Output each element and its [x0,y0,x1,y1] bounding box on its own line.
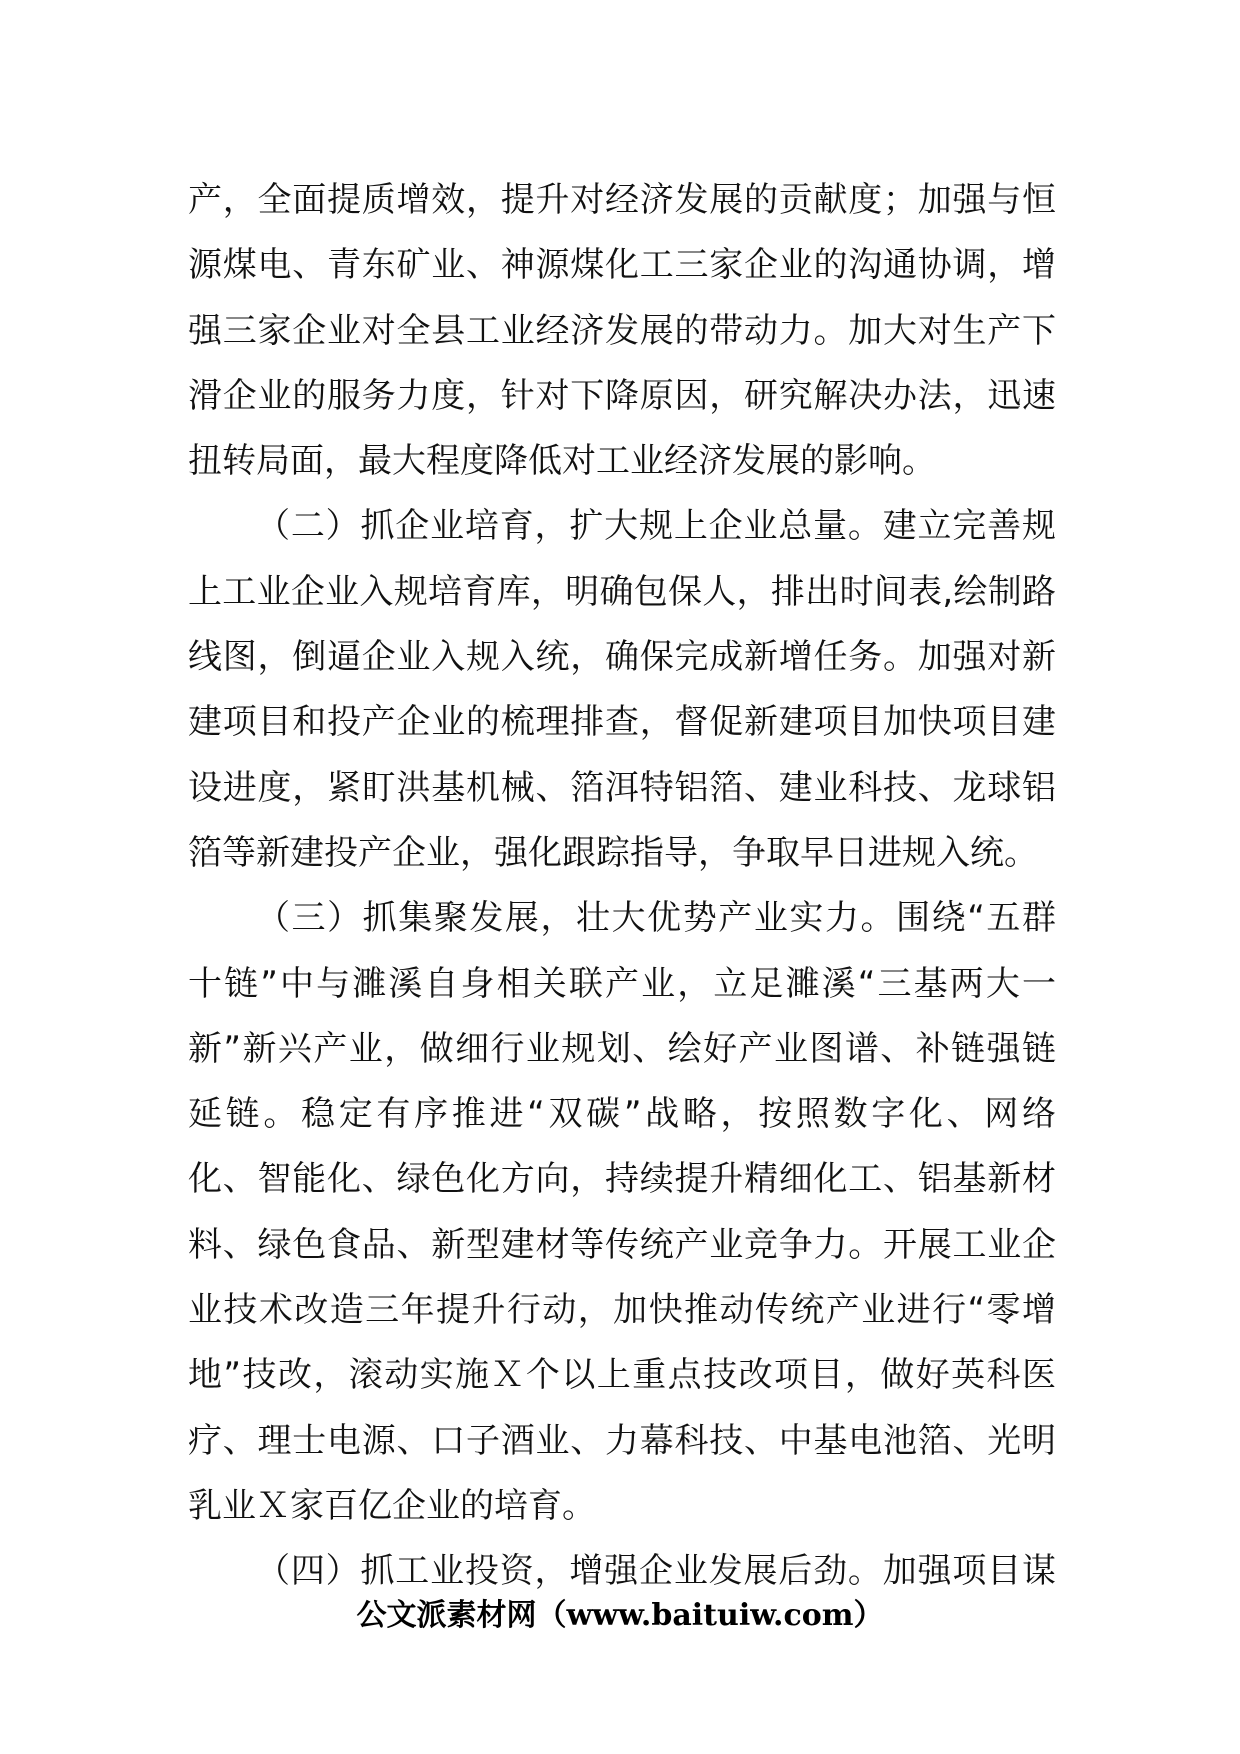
text-line: 乳业Ｘ家百亿企业的培育。 [188,1485,596,1526]
text-line: 新”新兴产业，做细行业规划、绘好产业图谱、补链强链 [188,1028,1056,1069]
text-line: 业技术改造三年提升行动，加快推动传统产业进行“零增 [188,1290,1056,1331]
text-line: 扭转局面，最大程度降低对工业经济发展的影响。 [188,441,936,482]
text-line: 建项目和投产企业的梳理排查，督促新建项目加快项目建 [188,702,1056,743]
section-heading-line: （四）抓工业投资，增强企业发展后劲。加强项目谋 [256,1551,1056,1592]
text-line: 上工业企业入规培育库，明确包保人，排出时间表,绘制路 [188,571,1056,612]
text-line: 滑企业的服务力度，针对下降原因，研究解决办法，迅速 [188,375,1056,416]
text-line: 源煤电、青东矿业、神源煤化工三家企业的沟通协调，增 [188,245,1056,286]
text-line: 地”技改，滚动实施Ｘ个以上重点技改项目，做好英科医 [188,1355,1056,1396]
text-line: 延链。稳定有序推进“双碳”战略，按照数字化、网络 [188,1094,1056,1135]
text-line: 十链”中与濉溪自身相关联产业，立足濉溪“三基两大一 [188,963,1056,1004]
text-line: 疗、理士电源、口子酒业、力幕科技、中基电池箔、光明 [188,1420,1056,1461]
text-line: 设进度，紧盯洪基机械、箔洱特铝箔、建业科技、龙球铝 [188,767,1056,808]
footer-watermark: 公文派素材网（www.baituiw.com） [356,1598,884,1633]
section-heading-line: （三）抓集聚发展，壮大优势产业实力。围绕“五群 [256,898,1056,939]
text-line: 箔等新建投产企业，强化跟踪指导，争取早日进规入统。 [188,832,1038,873]
text-line: 线图，倒逼企业入规入统，确保完成新增任务。加强对新 [188,637,1056,678]
document-body [188,168,1056,1605]
section-heading-line: （二）抓企业培育，扩大规上企业总量。建立完善规 [256,506,1056,547]
text-line: 产，全面提质增效，提升对经济发展的贡献度；加强与恒 [188,180,1056,220]
text-line: 化、智能化、绿色化方向，持续提升精细化工、铝基新材 [188,1159,1056,1200]
text-line: 强三家企业对全县工业经济发展的带动力。加大对生产下 [188,310,1056,351]
text-line: 料、绿色食品、新型建材等传统产业竞争力。开展工业企 [188,1224,1056,1265]
